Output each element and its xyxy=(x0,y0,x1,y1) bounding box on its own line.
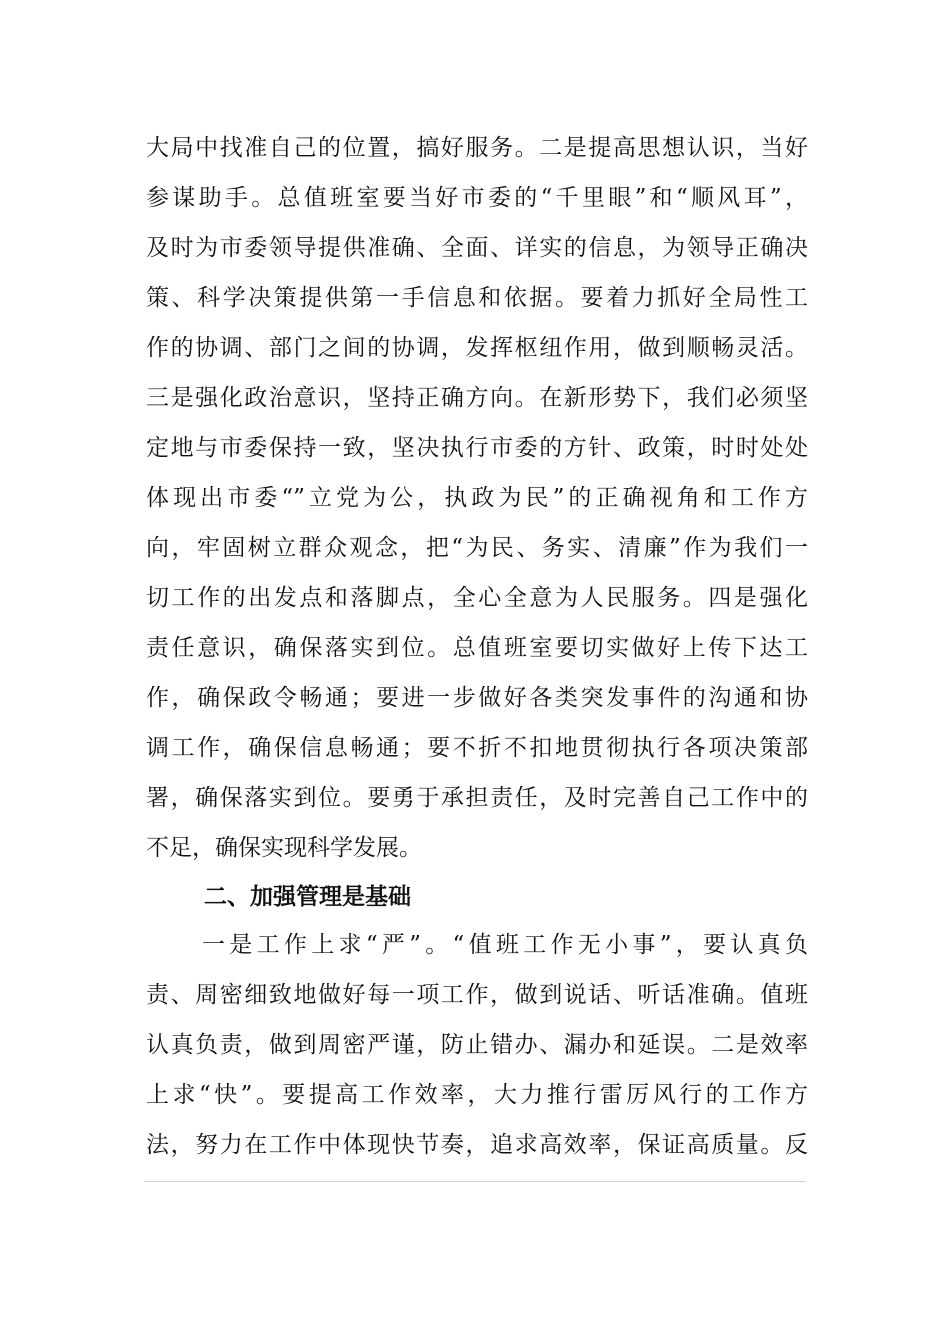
text-line: 策、科学决策提供第一手信息和依据。要着力抓好全局性工 xyxy=(146,285,808,311)
paragraph-1 xyxy=(146,123,808,873)
text-line: 定地与市委保持一致，坚决执行市委的方针、政策，时时处处 xyxy=(146,435,808,461)
text-line: 不足，确保实现科学发展。 xyxy=(146,835,422,861)
text-line: 法，努力在工作中体现快节奏，追求高效率，保证高质量。反 xyxy=(146,1132,808,1158)
text-line: 向，牢固树立群众观念，把“为民、务实、清廉”作为我们一 xyxy=(146,535,808,561)
text-line: 切工作的出发点和落脚点，全心全意为人民服务。四是强化 xyxy=(146,585,808,611)
text-line: 责、周密细致地做好每一项工作，做到说话、听话准确。值班 xyxy=(146,982,808,1008)
paragraph-2 xyxy=(146,920,808,1170)
text-line: 一是工作上求“严”。“值班工作无小事”，要认真负 xyxy=(202,932,808,958)
text-line: 作，确保政令畅通；要进一步做好各类突发事件的沟通和协 xyxy=(146,685,808,711)
text-line: 体现出市委“”立党为公，执政为民”的正确视角和工作方 xyxy=(146,485,808,511)
text-line: 参谋助手。总值班室要当好市委的“千里眼”和“顺风耳”， xyxy=(146,185,808,211)
text-line: 认真负责，做到周密严谨，防止错办、漏办和延误。二是效率 xyxy=(146,1032,808,1058)
text-line: 大局中找准自己的位置，搞好服务。二是提高思想认识，当好 xyxy=(146,135,808,161)
text-line: 上求“快”。要提高工作效率，大力推行雷厉风行的工作方 xyxy=(146,1082,808,1108)
text-line: 及时为市委领导提供准确、全面、详实的信息，为领导正确决 xyxy=(146,235,808,261)
section-heading: 二、加强管理是基础 xyxy=(204,884,411,910)
text-line: 三是强化政治意识，坚持正确方向。在新形势下，我们必须坚 xyxy=(146,385,808,411)
text-line: 调工作，确保信息畅通；要不折不扣地贯彻执行各项决策部 xyxy=(146,735,808,761)
text-line: 作的协调、部门之间的协调，发挥枢纽作用，做到顺畅灵活。 xyxy=(146,335,808,361)
text-line: 责任意识，确保落实到位。总值班室要切实做好上传下达工 xyxy=(146,635,808,661)
text-line: 署，确保落实到位。要勇于承担责任，及时完善自己工作中的 xyxy=(146,785,808,811)
page-footer-divider xyxy=(144,1181,806,1182)
